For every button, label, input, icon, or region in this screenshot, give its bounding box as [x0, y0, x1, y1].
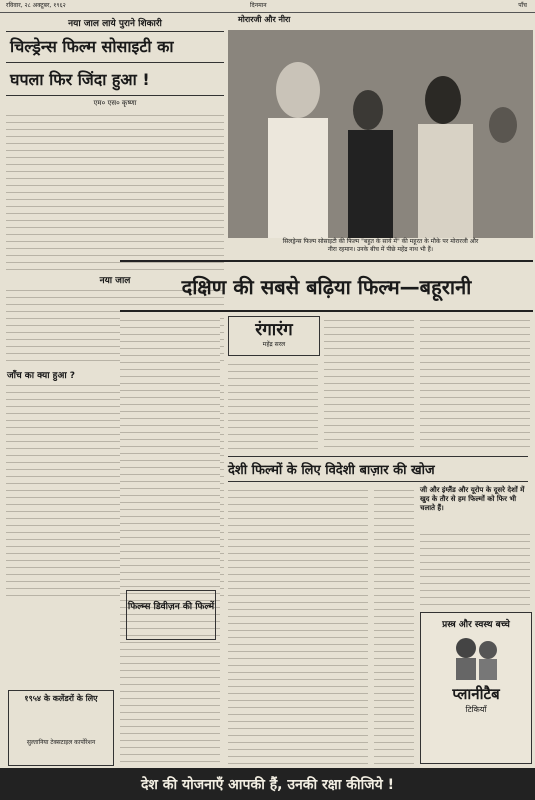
- main-story-col-4: [420, 316, 530, 451]
- headline-line-1: चिल्ड्रेन्स फिल्म सोसाइटी का: [6, 31, 224, 63]
- subhead-jaanch: जाँच का क्या हुआ ?: [6, 371, 76, 381]
- photo-scene: [228, 30, 533, 238]
- second-headline: देशी फिल्मों के लिए विदेशी बाज़ार की खोज: [228, 456, 528, 482]
- calendar-ad-box: [8, 690, 114, 766]
- calendar-ad-title: १९५४ के कलेंडरों के लिए: [24, 694, 98, 703]
- planitab-ad: [420, 612, 532, 764]
- main-headline: दक्षिण की सबसे बढ़िया फिल्म—बहूरानी: [181, 274, 472, 299]
- rangarang-column-logo: [228, 316, 320, 356]
- second-story-col-1: [228, 486, 368, 766]
- header-page-number: पाँच: [518, 2, 527, 9]
- header-paper-name: दिनमान: [250, 2, 267, 9]
- header-date: रविवार, २८ अक्टूबर, १९६२: [6, 2, 66, 9]
- headline-line-2: घपला फिर जिंदा हुआ !: [6, 65, 224, 96]
- planitab-sub: टिकियाँ: [465, 705, 487, 714]
- story-text-block: [6, 111, 224, 271]
- news-photo: [228, 30, 533, 238]
- main-story-col-2: [228, 360, 318, 450]
- planitab-ad-title: प्रस्त्र और स्वस्थ बच्चे: [442, 620, 510, 630]
- planitab-brand: प्लानीटैब: [452, 685, 500, 703]
- second-story-col-2: [374, 486, 414, 766]
- side-story-text: [420, 530, 530, 605]
- footer-slogan: देश की योजनाएँ आपकी हैं, उनकी रक्षा कीजिये !: [140, 776, 395, 793]
- photo-top-label: मोरारजी और नीरा: [238, 15, 291, 24]
- main-headline-bar: [120, 260, 533, 312]
- rangarang-logo-sub: महेंद्र सरल: [262, 341, 286, 348]
- photo-caption-line-1: सिलड्रेन्स फिल्म सोसाइटी की फिल्म "बहुत के साये में" की महूरत के मौके पर मोरारजी और: [282, 238, 479, 245]
- subhead-naya-jaal: नया जाल: [99, 276, 131, 286]
- side-headline: जी और इंग्लैंड और यूरोप के दूसरे देशों में खुद के तौर से हम फिल्मों को फिर भी चलाते हैं।: [420, 486, 525, 512]
- page-header: [0, 0, 535, 13]
- photo-caption: [228, 238, 533, 254]
- children-illustration: [446, 634, 506, 680]
- kicker: नया जाल लाये पुराने शिकारी: [68, 19, 162, 29]
- main-story-col-3: [324, 316, 414, 451]
- photo-caption-line-2: नीरा रहमान। उनके बीच में पीछे महेंद्र नाथ भी हैं।: [327, 246, 434, 253]
- main-story-col-1: [120, 316, 220, 766]
- films-division-box: फिल्म्स डिवीज़न की फिल्में: [126, 590, 216, 640]
- byline: एम० एस० कृष्णा: [93, 99, 137, 107]
- footer-slogan-bar: [0, 768, 535, 800]
- rangarang-logo-text: रंगारंग: [255, 320, 293, 340]
- calendar-ad-company: सुल्तानिया टेक्सटाइल कार्पोरेशन: [26, 739, 96, 746]
